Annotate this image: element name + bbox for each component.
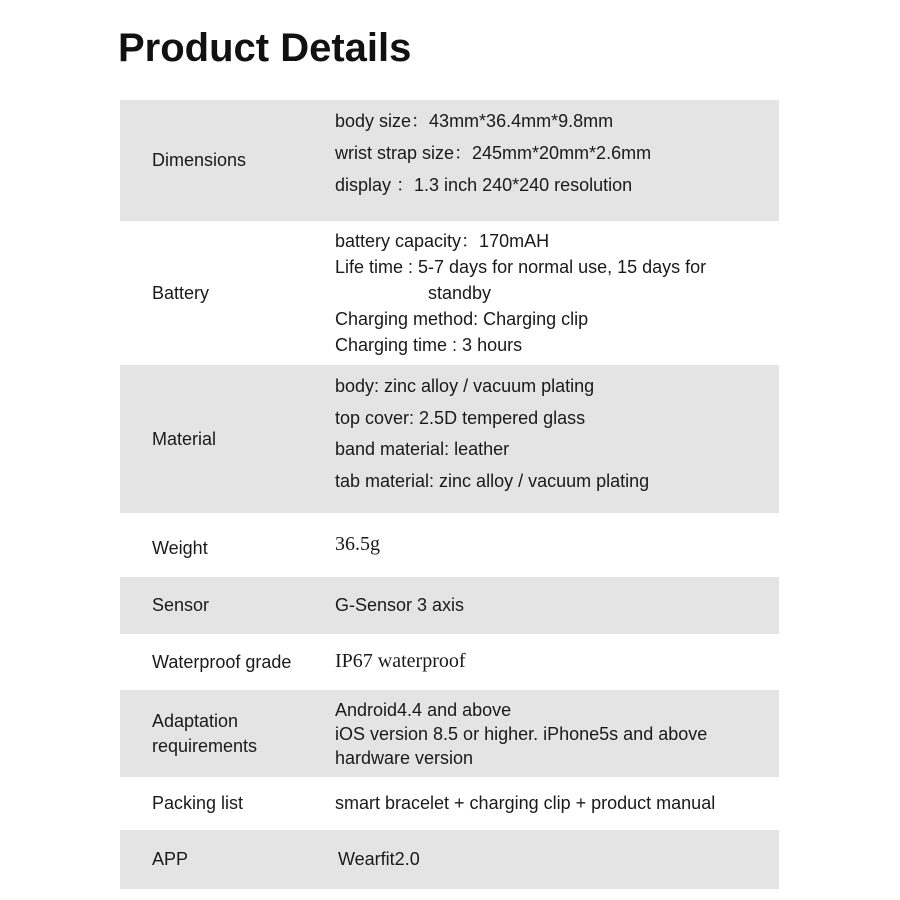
- row-values: [335, 100, 775, 221]
- table-row-weight: [120, 513, 779, 577]
- row-values: [335, 577, 775, 634]
- value-line: G-Sensor 3 axis: [335, 595, 465, 615]
- row-label: Waterproof grade: [152, 651, 292, 672]
- value-line: tab material: zinc alloy / vacuum plating: [335, 471, 650, 491]
- row-label: Sensor: [152, 595, 210, 615]
- value-line: top cover: 2.5D tempered glass: [335, 408, 586, 428]
- value-line: band material: leather: [335, 439, 510, 459]
- table-row-dimensions: [120, 100, 779, 221]
- value-line: battery capacity：170mAH: [335, 231, 550, 251]
- table-row-app: [120, 830, 779, 889]
- row-values: [335, 690, 775, 777]
- row-values: [335, 777, 775, 830]
- row-values: [335, 830, 775, 889]
- row-label: Packing list: [152, 793, 244, 813]
- table-row-battery: [120, 221, 779, 365]
- value-line: smart bracelet + charging clip + product manual: [335, 793, 716, 813]
- table-row-material: [120, 365, 779, 513]
- row-label: APP: [152, 849, 189, 869]
- table-row-adaptation-requirements: [120, 690, 779, 777]
- row-label: Material: [152, 428, 217, 449]
- table-row-packing-list: [120, 777, 779, 830]
- value-line: Android4.4 and above: [335, 700, 512, 720]
- row-label: Battery: [152, 282, 210, 303]
- value-line: IP67 waterproof: [335, 650, 466, 672]
- row-values: [335, 221, 775, 365]
- row-label: Adaptation requirements: [152, 710, 258, 756]
- value-line: display ：1.3 inch 240*240 resolution: [335, 175, 633, 195]
- value-line: Charging time : 3 hours: [335, 335, 523, 355]
- row-values: [335, 634, 775, 690]
- table-row-sensor: [120, 577, 779, 634]
- value-line: hardware version: [335, 748, 474, 768]
- table-row-waterproof-grade: [120, 634, 779, 690]
- product-details-table: [120, 100, 779, 889]
- value-line: wrist strap size：245mm*20mm*2.6mm: [335, 143, 652, 163]
- value-line: body size：43mm*36.4mm*9.8mm: [335, 111, 614, 131]
- page-title: Product Details: [118, 26, 412, 70]
- row-values: [335, 513, 775, 577]
- value-line: Wearfit2.0: [338, 849, 420, 869]
- value-line: Charging method: Charging clip: [335, 309, 589, 329]
- value-line: iOS version 8.5 or higher. iPhone5s and above: [335, 724, 708, 744]
- row-values: [335, 365, 775, 513]
- row-label: Dimensions: [152, 150, 247, 170]
- row-label: Weight: [152, 537, 208, 558]
- value-line: standby: [428, 283, 492, 303]
- value-line: Life time : 5-7 days for normal use, 15 days for: [335, 257, 707, 277]
- value-line: 36.5g: [335, 533, 380, 555]
- value-line: body: zinc alloy / vacuum plating: [335, 376, 595, 396]
